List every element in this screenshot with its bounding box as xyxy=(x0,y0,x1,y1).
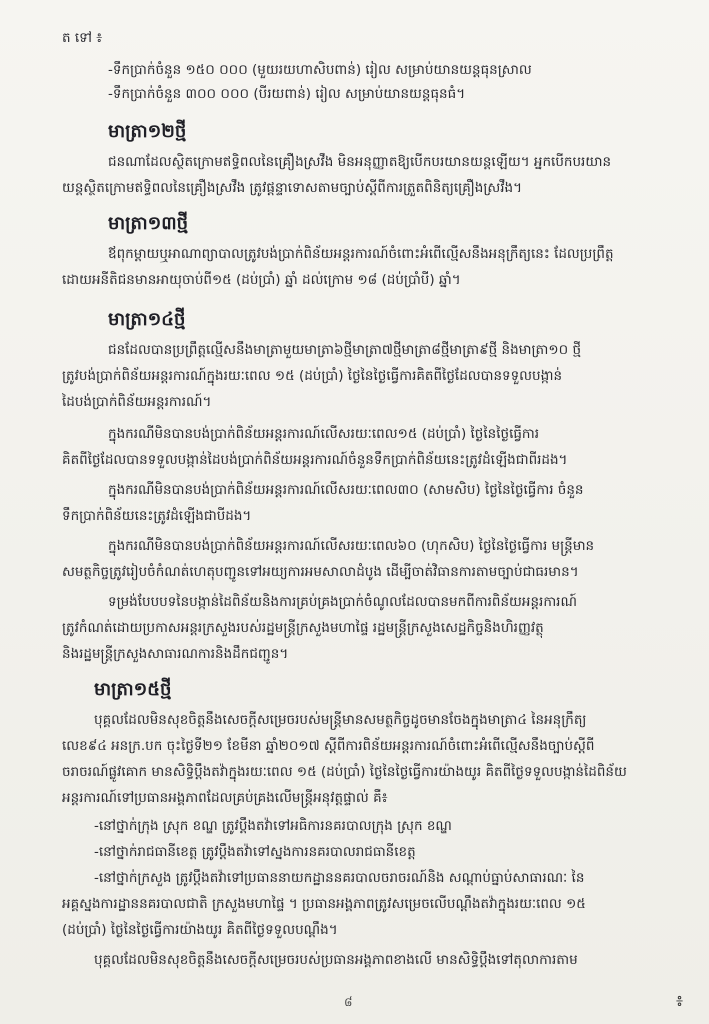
article-14-line: ទម្រង់បែបបទនៃបង្កាន់ដៃពិន័យនិងការគ្រប់គ្រងប្រាក់ចំណូលដែលបានមកពីការពិន័យអន្តរការណ៍ xyxy=(108,594,577,610)
article-12-heading: មាត្រា១២ថ្មី xyxy=(108,121,187,142)
article-15-line: (ដប់ប្រាំ) ថ្ងៃនៃថ្ងៃធ្វើការយ៉ាងយូរ គិតពីថ្ងៃទទួលបណ្ដឹង។ xyxy=(62,922,338,938)
article-15-line: អន្តរការណ៍ទៅប្រធានអង្គភាពដែលគ្រប់គ្រងលើមន្ត្រីអនុវត្តផ្ទាល់ គឺ៖ xyxy=(62,790,388,806)
article-15-line: លេខ៩៤ អនក្រ.បក ចុះថ្ងៃទី២១ ខែមីនា ឆ្នាំ២០១៧ ស្ដីពីការពិន័យអន្តរការណ៍ចំពោះអំពើល្មើសនឹងច្បាប់ស្ដីពី xyxy=(62,738,595,754)
article-14-line: និងរដ្ឋមន្ត្រីក្រសួងសាធារណការនិងដឹកជញ្ជូន។ xyxy=(62,646,289,662)
article-15-line: -នៅថ្នាក់ក្រសួង ត្រូវប្ដឹងតវ៉ាទៅប្រធាននាយកដ្ឋាននគរបាលចរាចរណ៍និង សណ្ដាប់ធ្នាប់សាធារណៈ នៃ xyxy=(94,870,585,886)
article-12-line: យន្តស្ថិតក្រោមឥទ្ធិពលនៃគ្រឿងស្រវឹង ត្រូវផ្ដន្ទាទោសតាមច្បាប់ស្ដីពីការត្រួតពិនិត្យគ្រឿងស្រវឹង។ xyxy=(62,180,522,196)
article-14-line: គិតពីថ្ងៃដែលបានទទួលបង្កាន់ដៃបង់ប្រាក់ពិន័យអន្តរការណ៍ចំនួនទឹកប្រាក់ពិន័យនេះត្រូវដំឡើងជាពីរដង។ xyxy=(62,452,568,468)
intro-item: -ទឹកប្រាក់ចំនួន ១៥០ ០០០ (មួយរយហាសិបពាន់) រៀល សម្រាប់យានយន្តធុនស្រាល xyxy=(108,62,532,78)
article-14-line: ក្នុងករណីមិនបានបង់ប្រាក់ពិន័យអន្តរការណ៍លើសរយៈពេល៦០ (ហុកសិប) ថ្ងៃនៃថ្ងៃធ្វើការ មន្ត្រីមាន xyxy=(108,538,595,554)
intro-label: ត ទៅ ៖ xyxy=(62,30,103,46)
article-13-heading: មាត្រា១៣ថ្មី xyxy=(108,213,189,234)
article-15-line: បុគ្គលដែលមិនសុខចិត្តនឹងសេចក្ដីសម្រេចរបស់មន្ត្រីមានសមត្ថកិច្ចដូចមានចែងក្នុងមាត្រា៤ នៃអនុក្រឹត្យ xyxy=(94,712,587,728)
article-15-line: -នៅថ្នាក់ក្រុង ស្រុក ខណ្ឌ ត្រូវប្ដឹងតវ៉ាទៅអធិការនគរបាលក្រុង ស្រុក ខណ្ឌ xyxy=(94,818,452,834)
article-14-line: ក្នុងករណីមិនបានបង់ប្រាក់ពិន័យអន្តរការណ៍លើសរយៈពេល៣០ (សាមសិប) ថ្ងៃនៃថ្ងៃធ្វើការ ចំនួន xyxy=(108,482,584,498)
article-15-line: អគ្គស្នងការដ្ឋាននគរបាលជាតិ ក្រសួងមហាផ្ទៃ ។ ប្រធានអង្គភាពត្រូវសម្រេចលើបណ្ដឹងតវ៉ាក្នុងរយៈពេល ១៥ xyxy=(62,896,586,912)
article-13-line: ឪពុកម្ដាយឬអាណាព្យាបាលត្រូវបង់ប្រាក់ពិន័យអន្តរការណ៍ចំពោះអំពើល្មើសនឹងអនុក្រឹត្យនេះ ដែលប្រព្រឹត្ត xyxy=(108,246,614,262)
article-15-heading: មាត្រា១៥ថ្មី xyxy=(94,679,172,700)
article-13-line: ដោយអនីតិជនមានអាយុចាប់ពី១៥ (ដប់ប្រាំ) ឆ្នាំ ដល់ក្រោម ១៨ (ដប់ប្រាំបី) ឆ្នាំ។ xyxy=(62,272,461,288)
article-15-line: ចរាចរណ៍ផ្លូវគោក មានសិទ្ធិប្ដឹងតវ៉ាក្នុងរយៈពេល ១៥ (ដប់ប្រាំ) ថ្ងៃនៃថ្ងៃធ្វើការយ៉ាងយូរ គិតពីថ្ងៃទទួលបង្កាន់ដៃពិន័យ xyxy=(62,764,627,780)
article-14-line: ជនដែលបានប្រព្រឹត្តល្មើសនឹងមាត្រាមួយមាត្រា៦ថ្មីមាត្រា៧ថ្មីមាត្រា៨ថ្មីមាត្រា៩ថ្មី និងមាត្រា១០ ថ្មី xyxy=(108,342,582,358)
article-15-line: -នៅថ្នាក់រាជធានីខេត្ត ត្រូវប្ដឹងតវ៉ាទៅស្នងការនគរបាលរាជធានីខេត្ត xyxy=(94,844,416,860)
article-14-line: សមត្ថកិច្ចត្រូវរៀបចំកំណត់ហេតុបញ្ជូនទៅអយ្យការអមសាលាដំបូង ដើម្បីចាត់វិធានការតាមច្បាប់ជាធរមាន។ xyxy=(62,564,579,580)
article-14-line: ត្រូវបង់ប្រាក់ពិន័យអន្តរការណ៍ក្នុងរយៈពេល ១៥ (ដប់ប្រាំ) ថ្ងៃនៃថ្ងៃធ្វើការគិតពីថ្ងៃដែលបានទទួលបង្កាន់ xyxy=(62,368,563,384)
side-mark: ៖ xyxy=(676,991,684,1010)
article-12-line: ជនណាដែលស្ថិតក្រោមឥទ្ធិពលនៃគ្រឿងស្រវឹង មិនអនុញ្ញាតឱ្យបើកបរយានយន្តឡើយ។ អ្នកបើកបរយាន xyxy=(108,154,612,170)
article-14-line: ដៃបង់ប្រាក់ពិន័យអន្តរការណ៍។ xyxy=(62,394,212,410)
article-14-heading: មាត្រា១៤ថ្មី xyxy=(108,309,186,330)
article-14-line: ក្នុងករណីមិនបានបង់ប្រាក់ពិន័យអន្តរការណ៍លើសរយៈពេល១៥ (ដប់ប្រាំ) ថ្ងៃនៃថ្ងៃធ្វើការ xyxy=(108,426,540,442)
page-number: ៨ xyxy=(344,995,353,1009)
intro-item: -ទឹកប្រាក់ចំនួន ៣០០ ០០០ (បីរយពាន់) រៀល សម្រាប់យានយន្តធុនធំ។ xyxy=(108,86,466,102)
article-14-line: ត្រូវកំណត់ដោយប្រកាសអន្តរក្រសួងរបស់រដ្ឋមន្ត្រីក្រសួងមហាផ្ទៃ រដ្ឋមន្ត្រីក្រសួងសេដ្ឋកិច្ចនិងហិរញ្ញវត្ថុ xyxy=(62,620,544,636)
article-15-line: បុគ្គលដែលមិនសុខចិត្តនឹងសេចក្ដីសម្រេចរបស់ប្រធានអង្គភាពខាងលើ មានសិទ្ធិប្ដឹងទៅតុលាការតាម xyxy=(94,952,578,968)
article-14-line: ទឹកប្រាក់ពិន័យនេះត្រូវដំឡើងជាបីដង។ xyxy=(62,508,252,524)
